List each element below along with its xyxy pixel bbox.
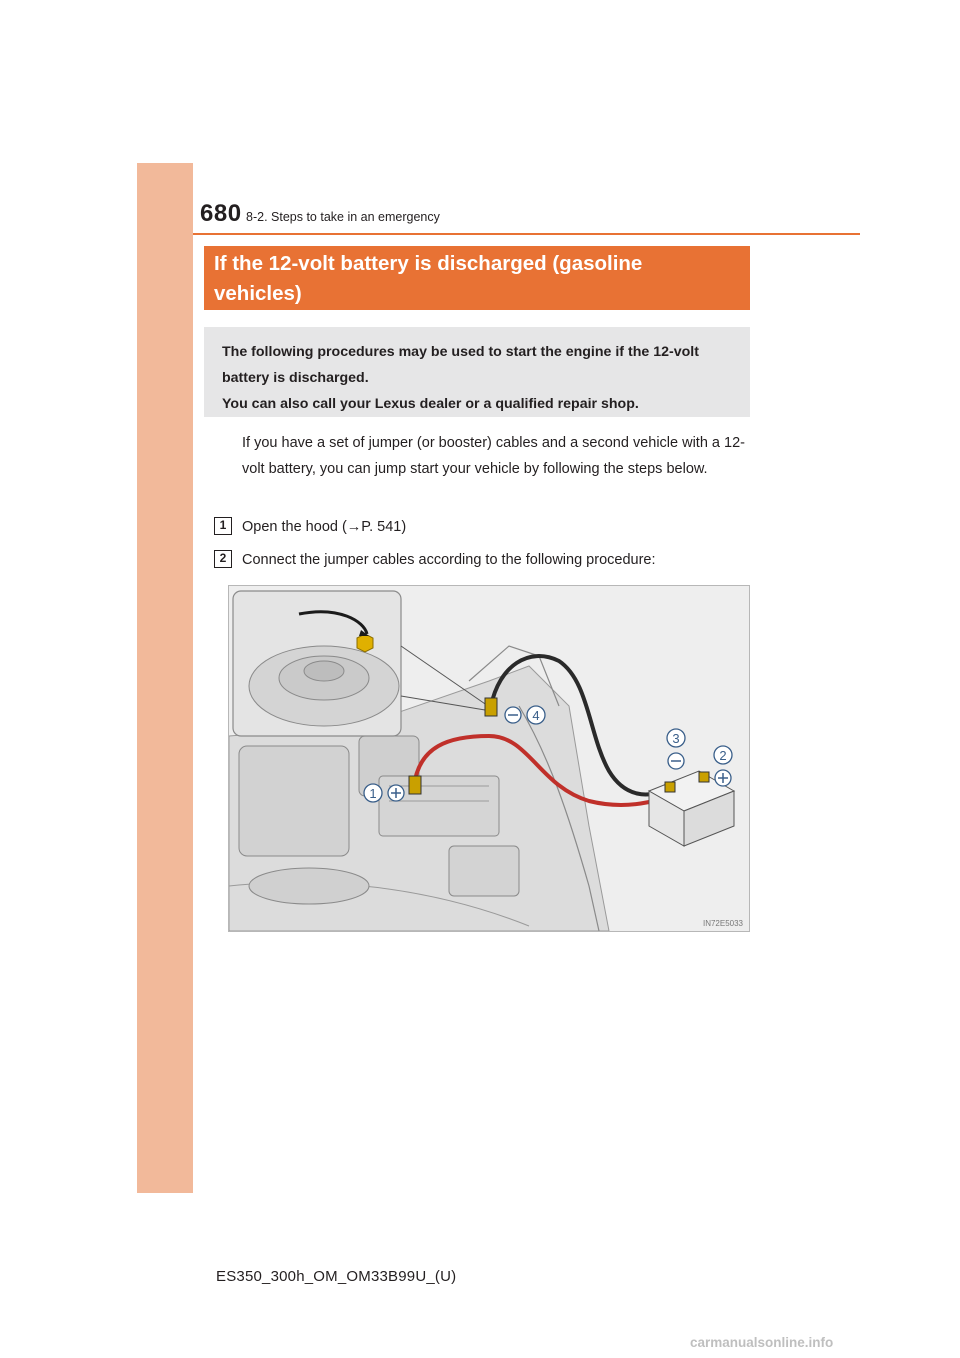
image-code: IN72E5033 — [702, 919, 743, 928]
page-number: 680 — [200, 200, 242, 227]
callout-label: 3 — [672, 731, 680, 746]
step-text: Connect the jumper cables according to the following procedure: — [242, 552, 656, 568]
callout-label: 1 — [369, 786, 377, 801]
document-code: ES350_300h_OM_OM33B99U_(U) — [216, 1268, 457, 1285]
intro-line-1: The following procedures may be used to start the engine if the 12-volt — [222, 344, 699, 360]
step-text: Open the hood (→P. 541) — [242, 519, 407, 535]
section-title-line-1: If the 12-volt battery is discharged (gasoline — [214, 252, 643, 275]
step-number-badge: 1 — [214, 517, 232, 535]
callout-label: 4 — [532, 708, 540, 723]
step-number-badge: 2 — [214, 550, 232, 568]
intro-line-2: battery is discharged. — [222, 370, 369, 386]
side-margin-band — [137, 163, 193, 1193]
intro-summary-box — [204, 327, 750, 417]
intro-line-3: You can also call your Lexus dealer or a qualified repair shop. — [222, 396, 639, 412]
body-paragraph: If you have a set of jumper (or booster) cables and a second vehicle with a 12-volt battery, you can jump start your vehicle by following the steps below. — [242, 435, 745, 477]
header-rule — [193, 233, 860, 235]
callout-label: 2 — [719, 748, 727, 763]
section-reference: 8-2. Steps to take in an emergency — [246, 210, 440, 224]
section-title-line-2: vehicles) — [214, 282, 302, 305]
section-title — [204, 246, 750, 310]
jump-start-illustration — [228, 585, 750, 932]
watermark-link[interactable]: carmanualsonline.info — [690, 1335, 834, 1350]
